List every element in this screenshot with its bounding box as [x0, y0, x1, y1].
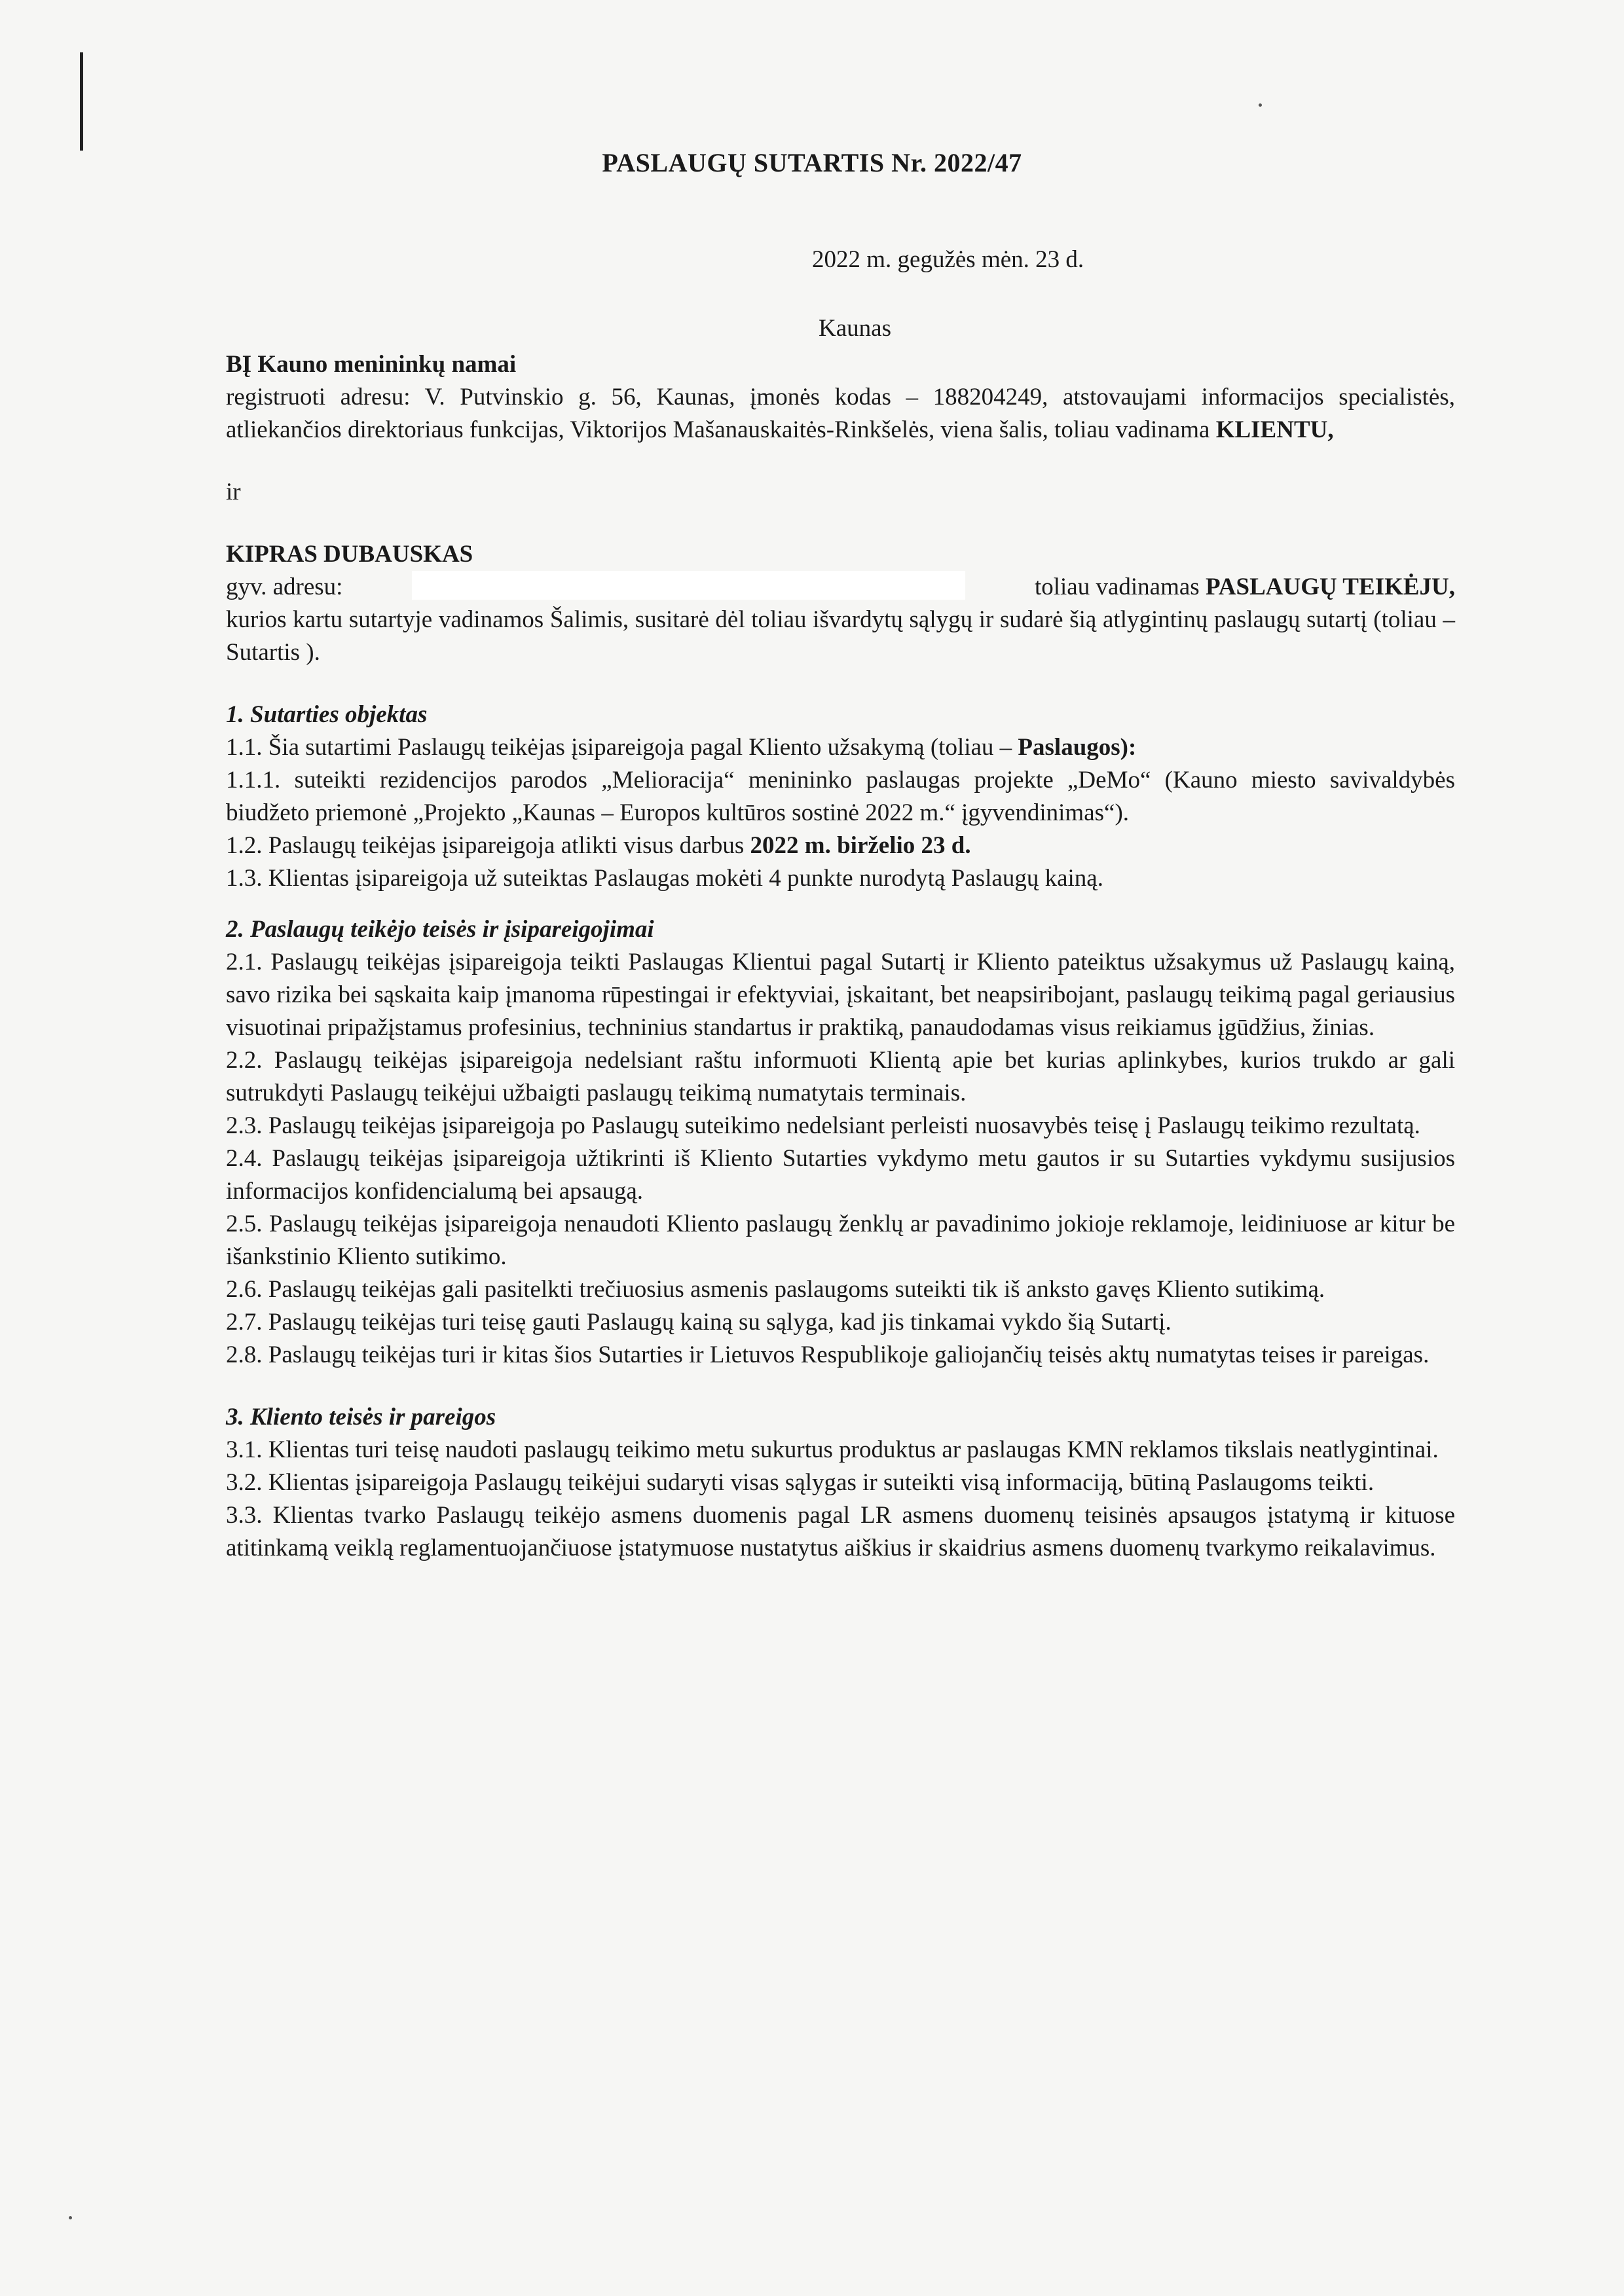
clause-1-1-1: 1.1.1. suteikti rezidencijos parodos „Melioracija“ menininko paslaugas projekte „DeMo“ (Kauno miesto savivaldybės biudžeto priemonė „Projekto „Kaunas – Europos kultūros sostinė 2022 m.“ įgyvendinimas“).: [226, 767, 1455, 826]
party1-name: BĮ Kauno menininkų namai: [226, 351, 517, 378]
scan-speck: [1259, 103, 1262, 107]
clause-2-2: 2.2. Paslaugų teikėjas įsipareigoja nedelsiant raštu informuoti Klientą apie bet kurias aplinkybes, kurios trukdo ar gali sutrukdyti Paslaugų teikėjui užbaigti paslaugų teikimą numatytais terminais.: [226, 1047, 1455, 1106]
clause-1-3: 1.3. Klientas įsipareigoja už suteiktas Paslaugas mokėti 4 punkte nurodytą Paslaugų kainą.: [226, 865, 1103, 892]
clause-2-8: 2.8. Paslaugų teikėjas turi ir kitas šios Sutarties ir Lietuvos Respublikoje galiojančių teisės aktų numatytas teises ir pareigas.: [226, 1341, 1430, 1368]
party2-name: KIPRAS DUBAUSKAS: [226, 541, 473, 568]
scan-speck: [69, 2216, 72, 2219]
clause-2-5: 2.5. Paslaugų teikėjas įsipareigoja nenaudoti Kliento paslaugų ženklų ar pavadinimo jokioje reklamoje, leidiniuose ar kitur be išankstinio Kliento sutikimo.: [226, 1211, 1455, 1270]
clause-2-4: 2.4. Paslaugų teikėjas įsipareigoja užtikrinti iš Kliento Sutarties vykdymo metu gautos ir su Sutarties vykdymu susijusios informacijos konfidencialumą bei apsaugą.: [226, 1145, 1455, 1205]
clause-2-1: 2.1. Paslaugų teikėjas įsipareigoja teikti Paslaugas Klientui pagal Sutartį ir Kliento pateiktus užsakymus už Paslaugų kainą, savo rizika bei sąskaita kaip įmanoma rūpestingai ir efektyviai, įskaitant, bet neapsiribojant, paslaugų teikimą pagal geriausius visuotinai pripažįstamus profesinius, techninius standartus ir praktiką, panaudodamas visus reikiamus įgūdžius, žinias.: [226, 949, 1455, 1041]
contract-title: PASLAUGŲ SUTARTIS Nr. 2022/47: [602, 148, 1022, 177]
clause-3-3: 3.3. Klientas tvarko Paslaugų teikėjo asmens duomenis pagal LR asmens duomenų teisinės apsaugos įstatymą ir kituose atitinkamą veiklą reglamentuojančiuose įstatymuose nustatytus aiškius ir skaidrius asmens duomenų tvarkymo reikalavimus.: [226, 1502, 1455, 1561]
clause-1-1: 1.1. Šia sutartimi Paslaugų teikėjas įsipareigoja pagal Kliento užsakymą (toliau – Paslaugos):: [226, 734, 1137, 761]
redacted-address: [412, 571, 965, 600]
clause-2-3: 2.3. Paslaugų teikėjas įsipareigoja po Paslaugų suteikimo nedelsiant perleisti nuosavybės teisę į Paslaugų teikimo rezultatą.: [226, 1112, 1420, 1139]
clause-1-2: 1.2. Paslaugų teikėjas įsipareigoja atlikti visus darbus 2022 m. birželio 23 d.: [226, 832, 971, 859]
contract-city: Kaunas: [819, 315, 891, 342]
party2-address-suffix: toliau vadinamas: [1034, 574, 1206, 600]
contract-date: 2022 m. gegužės mėn. 23 d.: [812, 246, 1084, 273]
party1-text: registruoti adresu: V. Putvinskio g. 56, Kaunas, įmonės kodas – 188204249, atstovaujami informacijos specialistės, atliekančios direktoriaus funkcijas, Viktorijos Mašanauskaitės-Rinkšelės, viena šalis, toliau vadinama: [226, 384, 1455, 443]
party1-details: [226, 381, 1455, 446]
clause-3-2: 3.2. Klientas įsipareigoja Paslaugų teikėjui sudaryti visas sąlygas ir suteikti visą informaciją, būtiną Paslaugoms teikti.: [226, 1469, 1375, 1496]
party2-address-line: [226, 571, 1455, 604]
clause-3-1: 3.1. Klientas turi teisę naudoti paslaugų teikimo metu sukurtus produktus ar paslaugas KMN reklamos tikslais neatlygintinai.: [226, 1436, 1439, 1463]
party1-role: KLIENTU,: [1215, 416, 1334, 443]
margin-mark: [80, 52, 83, 151]
clause-2-6: 2.6. Paslaugų teikėjas gali pasitelkti trečiuosius asmenis paslaugoms suteikti tik iš anksto gavęs Kliento sutikimą.: [226, 1276, 1325, 1303]
section-3-heading: 3. Kliento teisės ir pareigos: [226, 1404, 496, 1430]
parties-agreement: kurios kartu sutartyje vadinamos Šalimis, susitarė dėl toliau išvardytų sąlygų ir sudarė šią atlygintinų paslaugų sutartį (toliau – Sutartis ).: [226, 606, 1455, 666]
section-1-heading: 1. Sutarties objektas: [226, 701, 428, 728]
section-2-heading: 2. Paslaugų teikėjo teisės ir įsipareigojimai: [226, 916, 654, 943]
party2-address-label: gyv. adresu:: [226, 574, 343, 600]
clause-2-7: 2.7. Paslaugų teikėjas turi teisę gauti Paslaugų kainą su sąlyga, kad jis tinkamai vykdo šią Sutartį.: [226, 1309, 1172, 1336]
conjunction: ir: [226, 479, 241, 505]
party2-role: PASLAUGŲ TEIKĖJU,: [1205, 574, 1455, 600]
contract-body: [226, 348, 1455, 1565]
